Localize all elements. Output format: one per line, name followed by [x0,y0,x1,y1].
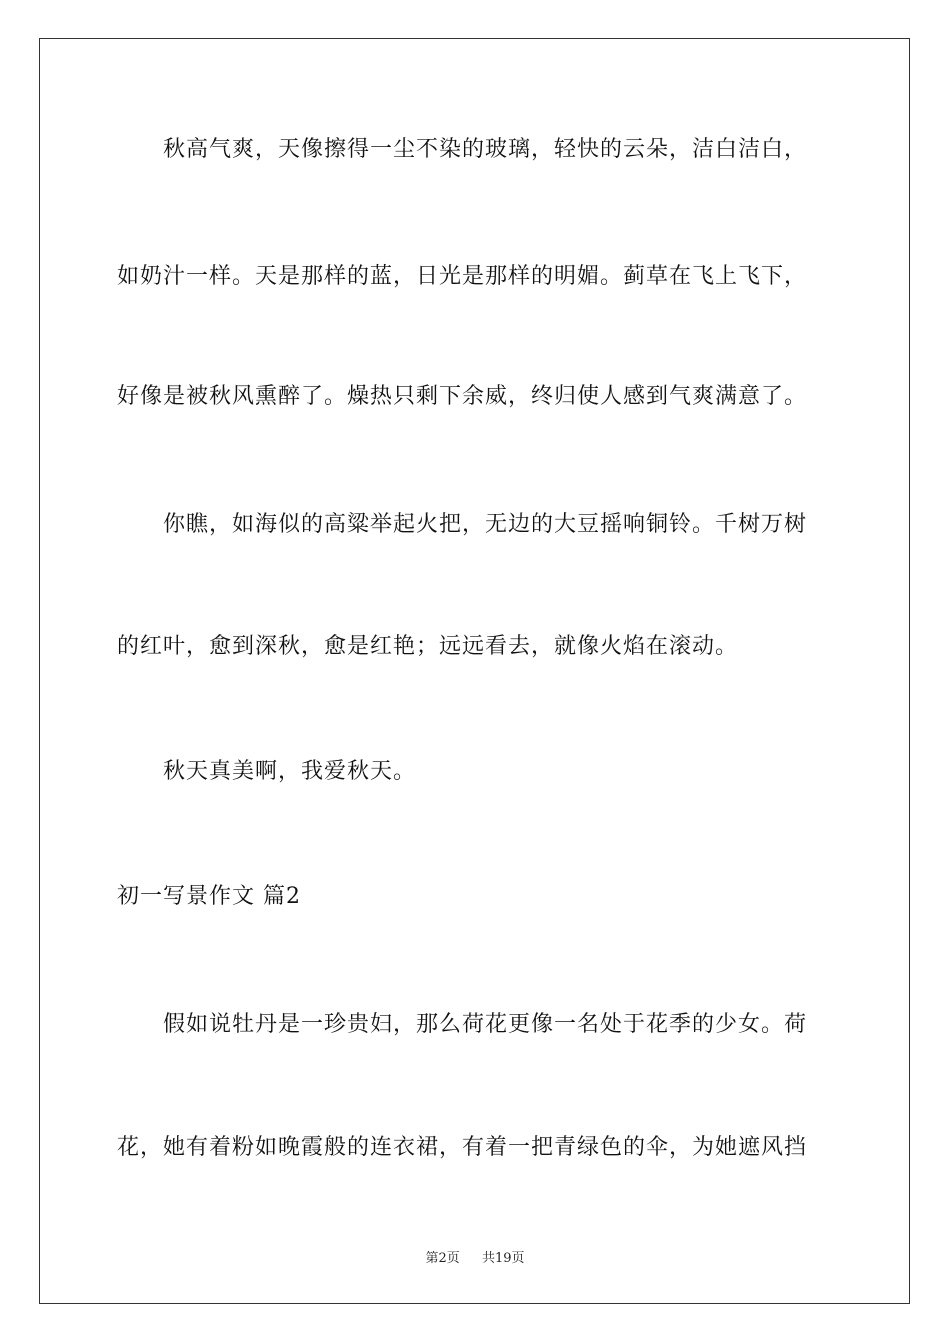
page-footer [0,1247,950,1266]
page-border [39,38,910,1304]
paragraph-line-8: 花，她有着粉如晚霞般的连衣裙，有着一把青绿色的伞，为她遮风挡 [117,1135,808,1160]
paragraph-line-1: 秋高气爽，天像擦得一尘不染的玻璃，轻快的云朵，洁白洁白， [117,137,808,162]
paragraph-line-6: 秋天真美啊，我爱秋天。 [117,759,417,784]
paragraph-line-7: 假如说牡丹是一珍贵妇，那么荷花更像一名处于花季的少女。荷 [117,1012,808,1037]
paragraph-line-5: 的红叶，愈到深秋，愈是红艳；远远看去，就像火焰在滚动。 [117,634,739,659]
paragraph-line-4: 你瞧，如海似的高粱举起火把，无边的大豆摇响铜铃。千树万树 [117,512,808,537]
paragraph-line-2: 如奶汁一样。天是那样的蓝，日光是那样的明媚。蓟草在飞上飞下， [117,264,808,289]
paragraph-line-3: 好像是被秋风熏醉了。燥热只剩下余威，终归使人感到气爽满意了。 [117,384,808,409]
page-number: 第2页 [425,1251,460,1266]
section-heading: 初一写景作文 篇2 [117,884,301,909]
page-total: 共19页 [482,1251,525,1266]
